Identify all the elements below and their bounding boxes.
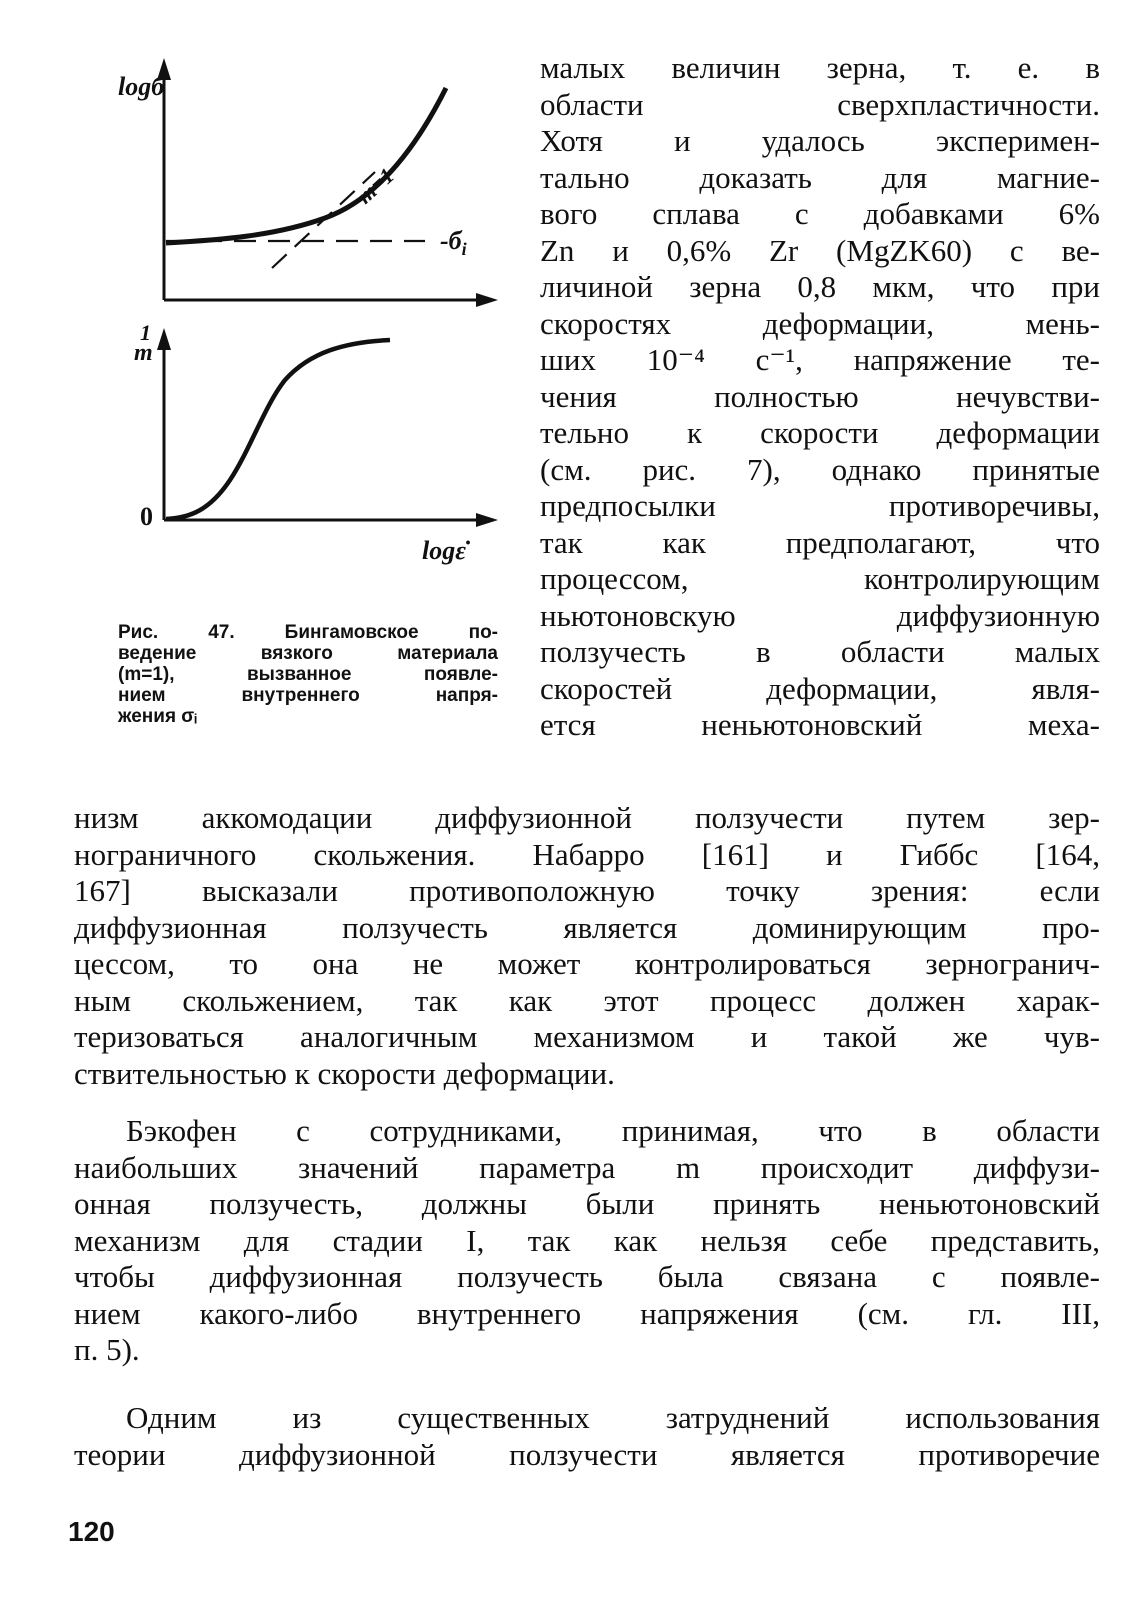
paragraph-3 <box>74 1400 1100 1473</box>
paragraph-1 <box>74 800 1100 1092</box>
top-x-arrow <box>476 293 498 307</box>
text-line: нием какого-либо внутреннего напряжения (см. гл. III, <box>74 1295 1100 1331</box>
zero-label: 0 <box>140 502 153 531</box>
right-column-text <box>540 50 1100 744</box>
bottom-curve <box>166 340 390 519</box>
bottom-x-arrow <box>476 513 498 527</box>
text-line: цессом, то она не может контролироваться зерногранич- <box>74 946 1100 981</box>
bottom-y-label-den: m <box>134 340 153 366</box>
caption-line: нием внутреннего напря- <box>118 685 498 706</box>
text-line: тально доказать для магние- <box>540 159 1100 195</box>
text-line: (см. рис. 7), однако принятые <box>540 451 1100 487</box>
paragraph-2 <box>74 1113 1100 1369</box>
bottom-y-label-num: 1 <box>140 320 151 345</box>
text-line: чения полностью нечувстви- <box>540 378 1100 414</box>
text-line: личиной зерна 0,8 мкм, что при <box>540 269 1100 304</box>
top-curve <box>166 88 446 243</box>
bottom-y-arrow <box>157 328 171 350</box>
text-line: ползучесть в области малых <box>540 634 1100 669</box>
page-number: 120 <box>68 1516 115 1547</box>
text-line: скоростей деформации, явля- <box>540 670 1100 706</box>
text-line: тельно к скорости деформации <box>540 415 1100 450</box>
text-line: процессом, контролирующим <box>540 561 1100 596</box>
text-line: п. 5). <box>74 1332 140 1367</box>
text-line: нограничного скольжения. Набарро [161] и Гиббс [164, <box>74 836 1100 872</box>
text-line: ньютоновскую диффузионную <box>540 597 1100 633</box>
text-line: диффузионная ползучесть является доминирующим про- <box>74 909 1100 945</box>
text-line: так как предполагают, что <box>540 524 1100 560</box>
text-line: чтобы диффузионная ползучесть была связана с появле- <box>74 1259 1100 1294</box>
text-line: вого сплава с добавками 6% <box>540 196 1100 231</box>
text-line: низм аккомодации диффузионной ползучести путем зер- <box>74 800 1100 835</box>
caption-line: Рис. 47. Бингамовское по- <box>118 622 499 643</box>
caption-label: Рис. 47. <box>118 622 235 643</box>
text-line: теории диффузионной ползучести является противоречие <box>74 1436 1100 1472</box>
text-line: Хотя и удалось эксперимен- <box>540 123 1100 158</box>
text-line: скоростях деформации, мень- <box>540 305 1100 341</box>
text-line: Одним из существенных затруднений использования <box>126 1400 1100 1435</box>
text-line: Бэкофен с сотрудниками, принимая, что в области <box>126 1113 1100 1148</box>
text-line: области сверхпластичности. <box>540 86 1100 122</box>
text-line: 167] высказали противоположную точку зрения: если <box>74 873 1100 908</box>
sigma-i-label: $-б_i$ <box>440 226 467 260</box>
text-line: ется неньютоновский меха- <box>540 707 1100 742</box>
caption-line: (m=1), вызванное появле- <box>118 664 498 685</box>
x-axis-label: logε̇ <box>422 536 466 565</box>
m1-label: m=1 <box>352 162 399 209</box>
text-line: онная ползучесть, должны были принять неньютоновский <box>74 1186 1100 1221</box>
text-line: ших 10⁻⁴ с⁻¹, напряжение те- <box>540 342 1100 377</box>
figure-47 <box>100 40 520 600</box>
figure-caption <box>118 622 498 727</box>
text-line: теризоваться аналогичным механизмом и такой же чув- <box>74 1019 1100 1054</box>
caption-line: жения σᵢ <box>118 706 197 727</box>
text-line: предпосылки противоречивы, <box>540 488 1100 523</box>
text-line: механизм для стадии I, так как нельзя себе представить, <box>74 1222 1100 1258</box>
text-line: наибольших значений параметра m происходит диффузи- <box>74 1149 1100 1185</box>
text-line: малых величин зерна, т. е. в <box>540 50 1100 85</box>
caption-line: ведение вязкого материала <box>118 643 498 664</box>
text-line: ным скольжением, так как этот процесс должен харак- <box>74 982 1100 1018</box>
text-line: Zn и 0,6% Zr (MgZK60) с ве- <box>540 232 1100 268</box>
text-line: ствительностью к скорости деформации. <box>74 1055 615 1091</box>
figure-graphics <box>100 40 520 600</box>
top-y-axis-label: logб <box>118 72 165 101</box>
